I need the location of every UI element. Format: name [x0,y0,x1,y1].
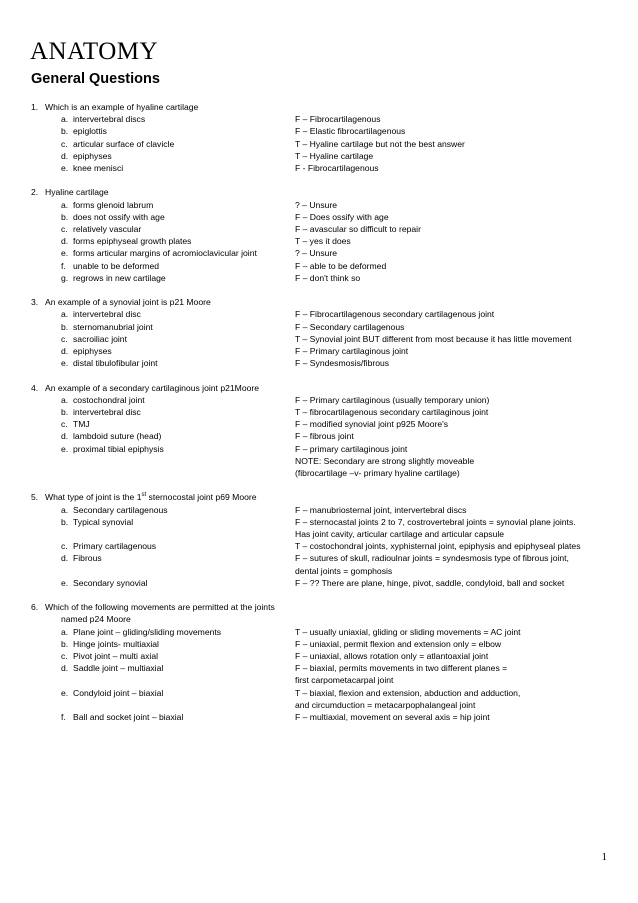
answer-line: T – usually uniaxial, gliding or sliding movements = AC joint [295,626,521,637]
answer-line: F – Elastic fibrocartilagenous [295,126,406,137]
option-text: forms articular margins of acromioclavicular joint [73,248,257,259]
option-letter: c. [61,651,68,662]
option [31,504,611,516]
option-text: Primary cartilagenous [73,541,157,552]
option-letter: c. [61,541,68,552]
option [31,162,611,174]
option-text: Ball and socket joint – biaxial [73,712,184,723]
option-text: epiphyses [73,150,112,161]
option-answer [295,638,611,650]
option-text: forms glenoid labrum [73,199,154,210]
option-text: distal tibulofibular joint [73,358,158,369]
option-text: intervertebral disc [73,309,141,320]
option-answer [295,138,611,150]
question-text: Hyaline cartilage [45,187,109,198]
ordinal-suffix: st [141,492,147,499]
answer-line: F – Fibrocartilagenous secondary cartilagenous joint [295,309,495,320]
option-answer [295,247,611,259]
answer-line: first carpometacarpal joint [295,675,394,686]
option [31,406,611,418]
option-text: Secondary cartilagenous [73,504,168,515]
answer-line: F – primary cartilaginous joint [295,443,408,454]
option-letter: a. [61,309,69,320]
option-answer [295,357,611,369]
answer-line: F – ?? There are plane, hinge, pivot, saddle, condyloid, ball and socket [295,577,565,588]
option-text: does not ossify with age [73,211,165,222]
option-answer [295,650,611,662]
option-text: Saddle joint – multiaxial [73,663,164,674]
option-text: epiglottis [73,126,107,137]
option-letter: d. [61,150,69,161]
option-answer [295,430,611,442]
question-6 [31,601,611,723]
answer-line: F – Fibrocartilagenous [295,114,381,125]
option-answer [295,272,611,284]
option [31,272,611,284]
option-answer [295,394,611,406]
option-text: regrows in new cartilage [73,272,166,283]
option-answer [295,333,611,345]
question-5 [31,491,611,589]
option-letter: e. [61,358,69,369]
answer-line: ? – Unsure [295,248,338,259]
option-text: TMJ [73,419,90,430]
option-answer [295,211,611,223]
question-text: Which is an example of hyaline cartilage [45,102,199,112]
option [31,430,611,442]
option-answer [295,345,611,357]
option-letter: c. [61,138,68,149]
question-number: 2. [31,187,39,198]
option-text: Hinge joints- multiaxial [73,638,159,649]
option-text: sternomanubrial joint [73,321,153,332]
option-letter: g. [61,272,69,283]
option-text: unable to be deformed [73,260,160,271]
option-text: relatively vascular [73,224,142,235]
answer-line: F – biaxial, permits movements in two different planes = [295,663,508,674]
option [31,223,611,235]
option [31,138,611,150]
option-letter: a. [61,504,69,515]
question-number: 6. [31,602,39,613]
answer-line: F – manubriosternal joint, intervertebral discs [295,504,467,515]
option-letter: a. [61,394,69,405]
answer-line: F – modified synovial joint p925 Moore's [295,419,449,430]
answer-line: Has joint cavity, articular cartilage and articular capsule [295,529,505,540]
option-answer [295,552,611,576]
option-answer [295,308,611,320]
option-letter: d. [61,346,69,357]
option [31,113,611,125]
page-title: ANATOMY [30,38,159,65]
option-answer [295,406,611,418]
question-stem [31,491,611,503]
option [31,638,611,650]
option-answer [295,540,611,552]
question-stem-continued [31,613,611,625]
option-answer [295,662,611,686]
question-text-part: sternocostal joint p69 Moore [146,492,257,503]
option-answer [295,504,611,516]
option-answer [295,626,611,638]
question-note [295,455,611,479]
answer-line: T – biaxial, flexion and extension, abduction and adduction, [295,687,521,698]
option-letter: d. [61,236,69,247]
question-stem [31,296,611,308]
option-letter: c. [61,333,68,344]
option-answer [295,162,611,174]
option-letter: e. [61,248,69,259]
option-text: intervertebral disc [73,407,141,418]
option [31,125,611,137]
option-letter: e. [61,443,69,454]
option [31,260,611,272]
question-1 [31,101,611,174]
option-letter: a. [61,114,69,125]
question-number: 3. [31,297,39,308]
answer-line: ? – Unsure [295,199,338,210]
question-4 [31,382,611,480]
option [31,443,611,455]
option-letter: b. [61,516,69,527]
answer-line: T – Hyaline cartilage but not the best answer [295,138,465,149]
answer-line: F – Syndesmosis/fibrous [295,358,390,369]
answer-line: F – Primary cartilaginous (usually temporary union) [295,394,490,405]
option-answer [295,199,611,211]
note-line: NOTE: Secondary are strong slightly moveable [295,455,475,466]
option-letter: a. [61,626,69,637]
option [31,333,611,345]
option [31,308,611,320]
option-answer [295,125,611,137]
answer-line: dental joints = gomphosis [295,565,393,576]
answer-line: F – sutures of skull, radioulnar joints = syndesmosis type of fibrous joint, [295,553,569,564]
question-3 [31,296,611,369]
question-stem [31,382,611,394]
option-answer [295,687,611,711]
option [31,199,611,211]
option-text: sacroiliac joint [73,333,127,344]
option-letter: d. [61,431,69,442]
answer-line: T – costochondral joints, xyphisternal joint, epiphysis and epiphyseal plates [295,541,581,552]
option-answer [295,418,611,430]
option-letter: e. [61,687,69,698]
section-heading: General Questions [31,71,160,87]
answer-line: F – Primary cartilaginous joint [295,346,409,357]
answer-line: F – multiaxial, movement on several axis = hip joint [295,712,490,723]
answer-line: F – Does ossify with age [295,211,389,222]
option-text: Secondary synovial [73,577,148,588]
answer-line: F – don't think so [295,272,361,283]
option-text: costochondral joint [73,394,145,405]
option-answer [295,443,611,455]
option [31,662,611,686]
option [31,235,611,247]
question-stem [31,101,611,113]
answer-line: T – Synovial joint BUT different from most because it has little movement [295,333,572,344]
option [31,552,611,576]
option-letter: a. [61,199,69,210]
note-line: (fibrocartilage –v- primary hyaline cartilage) [295,468,460,479]
option [31,540,611,552]
option-letter: e. [61,577,69,588]
question-text: An example of a secondary cartilaginous joint p21Moore [45,382,260,393]
question-stem [31,186,611,198]
option-text: articular surface of clavicle [73,138,175,149]
option-text: lambdoid suture (head) [73,431,162,442]
option [31,711,611,723]
answer-line: F - Fibrocartilagenous [295,163,379,174]
option [31,357,611,369]
answer-line: F – uniaxial, allows rotation only = atlantoaxial joint [295,651,489,662]
question-text [45,492,257,502]
option [31,650,611,662]
option-letter: c. [61,419,68,430]
page-number: 1 [601,851,607,863]
option [31,577,611,589]
option-text: Fibrous [73,553,102,564]
option-text: Plane joint – gliding/sliding movements [73,626,222,637]
question-2 [31,186,611,284]
option-text: intervertebral discs [73,114,146,125]
option-text: Pivot joint – multi axial [73,651,159,662]
option [31,150,611,162]
option [31,516,611,540]
option-letter: c. [61,224,68,235]
option-letter: b. [61,211,69,222]
option-letter: b. [61,126,69,137]
answer-line: F – fibrous joint [295,431,354,442]
question-text: An example of a synovial joint is p21 Moore [45,297,211,308]
option-letter: e. [61,163,69,174]
question-number: 4. [31,382,39,393]
option-letter: b. [61,321,69,332]
answer-line: F – able to be deformed [295,260,387,271]
option-answer [295,321,611,333]
answer-line: F – uniaxial, permit flexion and extension only = elbow [295,638,502,649]
option-text: Typical synovial [73,516,134,527]
answer-line: F – sternocastal joints 2 to 7, costrovertebral joints = synovial plane joints. [295,516,576,527]
option-answer [295,113,611,125]
option-answer [295,260,611,272]
answer-line: T – fibrocartilagenous secondary cartilaginous joint [295,407,489,418]
answer-line: F – avascular so difficult to repair [295,224,421,235]
option-text: epiphyses [73,346,112,357]
question-text: Which of the following movements are permitted at the joints [45,602,275,613]
option-letter: d. [61,663,69,674]
option-letter: b. [61,407,69,418]
option-letter: d. [61,553,69,564]
option-answer [295,711,611,723]
question-list [31,101,611,735]
option-text: forms epiphyseal growth plates [73,236,192,247]
question-stem [31,601,611,613]
option [31,687,611,711]
question-number: 1. [31,102,39,112]
option-answer [295,516,611,540]
option-letter: f. [61,260,66,271]
option-answer [295,223,611,235]
question-text-part: What type of joint is the 1 [45,492,142,503]
option-answer [295,577,611,589]
option [31,345,611,357]
option-text: Condyloid joint – biaxial [73,687,164,698]
option-letter: f. [61,712,66,723]
answer-line: F – Secondary cartilagenous [295,321,405,332]
answer-line: T – yes it does [295,236,351,247]
option [31,321,611,333]
answer-line: and circumduction = metacarpophalangeal joint [295,699,476,710]
option-text: knee menisci [73,163,124,174]
option-answer [295,150,611,162]
option-answer [295,235,611,247]
answer-line: T – Hyaline cartilage [295,150,374,161]
question-number: 5. [31,492,39,503]
option-text: proximal tibial epiphysis [73,443,164,454]
option-letter: b. [61,638,69,649]
option [31,626,611,638]
option [31,394,611,406]
option [31,247,611,259]
option [31,211,611,223]
option [31,418,611,430]
question-text: named p24 Moore [61,614,131,625]
